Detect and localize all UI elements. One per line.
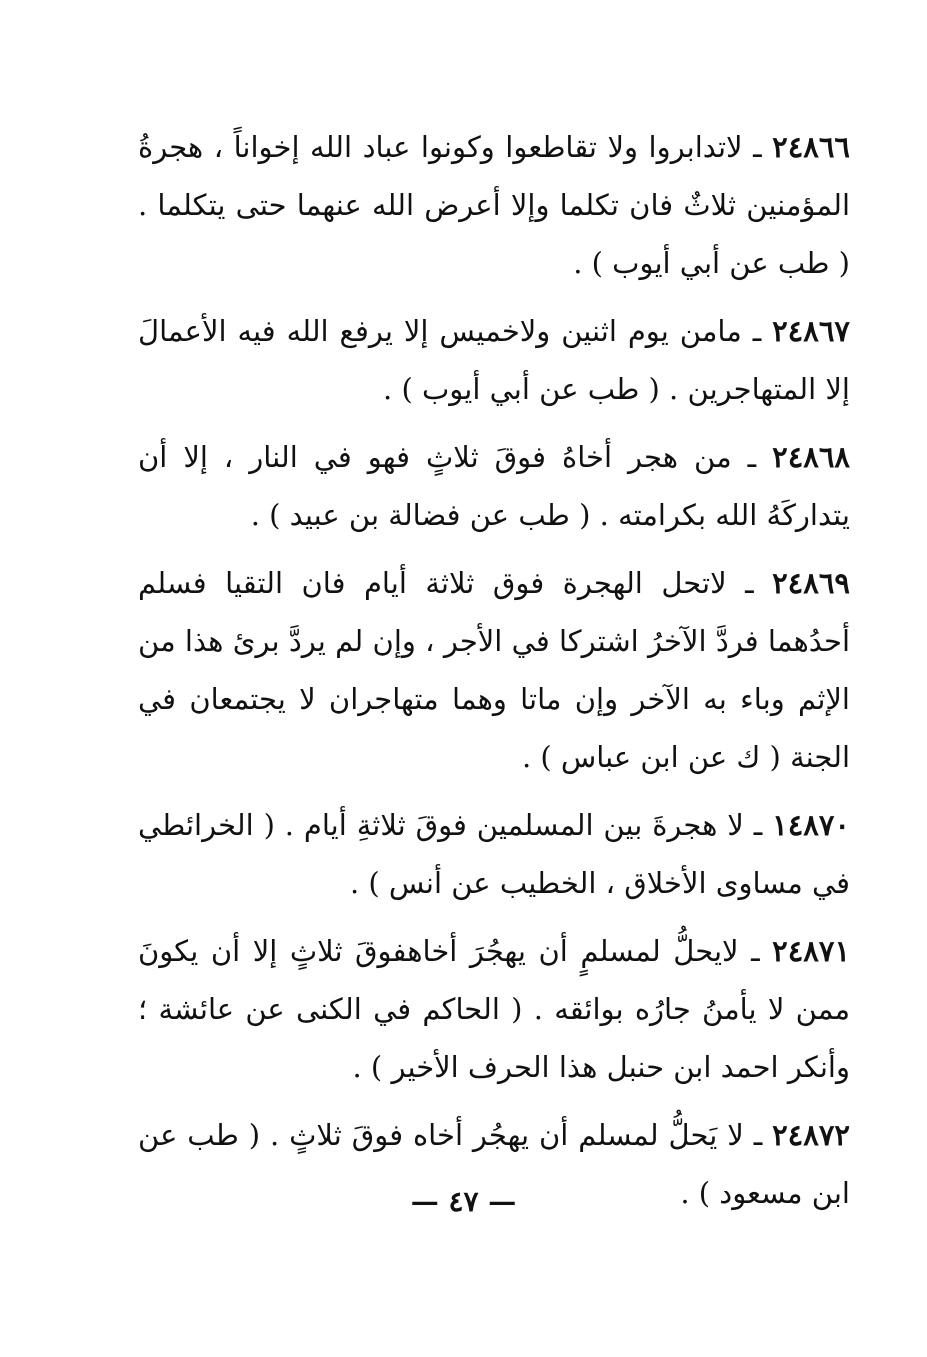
hadith-number: ١٤٨٧٠ bbox=[772, 808, 851, 842]
hadith-number: ٢٤٨٧١ bbox=[772, 934, 851, 968]
entry-separator: ـ bbox=[751, 934, 760, 968]
page-number: — ٤٧ — bbox=[410, 1185, 517, 1218]
entry-separator: ـ bbox=[753, 1118, 763, 1152]
page-body bbox=[138, 118, 850, 1232]
hadith-entry bbox=[138, 428, 850, 544]
hadith-text: لاتحل الهجرة فوق ثلاثة أيام فان التقيا فسلم أحدُهما فردَّ الآخرُ اشتركا في الأجر ، وإن لم يردَّ برئ هذا من الإثم وباء به الآخر وإن ماتا وهما متهاجران لا يجتمعان في الجنة ( ك عن ابن عباس ) . bbox=[138, 566, 850, 774]
hadith-number: ٢٤٨٦٦ bbox=[772, 130, 851, 164]
hadith-number: ٢٤٨٧٢ bbox=[772, 1118, 850, 1152]
entry-separator: ـ bbox=[753, 130, 762, 164]
hadith-entry bbox=[138, 302, 850, 418]
hadith-text: لا هجرةَ بين المسلمين فوقَ ثلاثةِ أيام . ( الخرائطي في مساوى الأخلاق ، الخطيب عن أنس ) . bbox=[138, 808, 850, 900]
hadith-entry bbox=[138, 554, 850, 786]
hadith-text: لاتدابروا ولا تقاطعوا وكونوا عباد الله إخواناً ، هجرةُ المؤمنين ثلاثٌ فان تكلما وإلا أعرض الله عنهما حتى يتكلما . ( طب عن أبي أيوب ) . bbox=[138, 130, 850, 280]
hadith-entry bbox=[138, 796, 850, 912]
entry-separator: ـ bbox=[752, 314, 762, 348]
hadith-entry bbox=[138, 118, 850, 292]
hadith-entry bbox=[138, 922, 850, 1096]
entry-separator: ـ bbox=[753, 808, 763, 842]
hadith-text: من هجر أخاهُ فوقَ ثلاثٍ فهو في النار ، إلا أن يتداركَهُ الله بكرامته . ( طب عن فضالة بن عبيد ) . bbox=[138, 440, 850, 532]
hadith-text: لايحلُّ لمسلمٍ أن يهجُرَ أخاهفوقَ ثلاثٍ إلا أن يكونَ ممن لا يأمنُ جارُه بوائقه . ( الحاكم في الكنى عن عائشة ؛ وأنكر احمد ابن حنبل هذا الحرف الأخير ) . bbox=[138, 934, 850, 1084]
hadith-text: مامن يوم اثنين ولاخميس إلا يرفع الله فيه الأعمالَ إلا المتهاجرين . ( طب عن أبي أيوب ) . bbox=[138, 314, 850, 406]
hadith-number: ٢٤٨٦٩ bbox=[772, 566, 850, 600]
hadith-number: ٢٤٨٦٧ bbox=[772, 314, 850, 348]
hadith-text: لا يَحلُّ لمسلم أن يهجُر أخاه فوقَ ثلاثٍ . ( طب عن ابن مسعود ) . bbox=[138, 1118, 850, 1210]
entry-separator: ـ bbox=[747, 440, 757, 474]
entry-separator: ـ bbox=[745, 566, 754, 600]
hadith-number: ٢٤٨٦٨ bbox=[772, 440, 851, 474]
